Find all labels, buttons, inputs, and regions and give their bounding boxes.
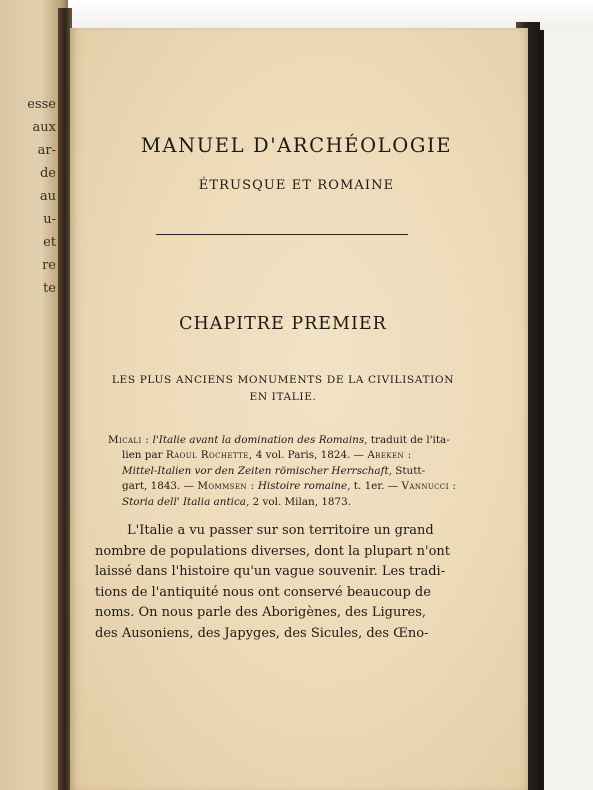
book-title: MANUEL D'ARCHÉOLOGIE — [140, 134, 453, 157]
bib-text: 4 vol. Paris, 1824. — — [255, 449, 365, 462]
bibliography-line — [108, 448, 448, 463]
bib-author: Raoul Rochette, — [165, 449, 253, 462]
left-page-text: re — [42, 258, 56, 273]
bib-author: Vannucci : — [401, 480, 457, 493]
body-line: laissé dans l'histoire qu'un vague souvenir. Les tradi- — [95, 564, 446, 580]
left-page-text: et — [43, 235, 56, 250]
bibliography — [108, 433, 457, 510]
bib-text: gart, 1843. — — [122, 480, 195, 493]
body-line: L'Italie a vu passer sur son territoire un grand — [127, 523, 434, 538]
section-line: EN ITALIE. — [249, 391, 317, 403]
bib-author: Mommsen : — [197, 480, 255, 493]
book-subtitle: ÉTRUSQUE ET ROMAINE — [198, 178, 395, 193]
left-page-text: u- — [43, 212, 56, 227]
left-page-text: te — [43, 281, 56, 296]
left-page-text: ar- — [37, 143, 56, 158]
left-page-text: esse — [27, 97, 56, 112]
bib-title: Histoire romaine, — [257, 480, 351, 493]
bib-text: t. 1er. — — [353, 480, 399, 493]
background-top — [0, 0, 593, 30]
section-heading — [0, 372, 566, 406]
bibliography-line — [108, 495, 448, 510]
body-line: noms. On nous parle des Aborigènes, des Ligures, — [95, 605, 427, 621]
bib-author: Abeken : — [367, 449, 412, 462]
body-line: des Ausoniens, des Japyges, des Sicules, des Œno- — [95, 625, 429, 641]
bibliography-line — [108, 464, 448, 479]
left-page-text: de — [39, 166, 56, 181]
left-page-text: au — [39, 189, 56, 204]
bib-title: Mittel-Italien vor den Zeiten römischer Herrschaft, — [122, 464, 392, 477]
bib-text: Stutt- — [395, 464, 426, 477]
bib-title: l'Italie avant la domination des Romains, — [152, 434, 368, 446]
section-line: LES PLUS ANCIENS MONUMENTS DE LA CIVILISATION — [111, 374, 455, 386]
bib-title: Storia dell' Italia antica, — [122, 495, 250, 508]
bib-text: traduit de l'ita- — [370, 434, 450, 446]
body-paragraph — [95, 521, 450, 645]
title-rule — [156, 234, 408, 235]
bibliography-line — [108, 479, 457, 494]
left-page-text: aux — [32, 120, 56, 135]
body-line: tions de l'antiquité nous ont conservé beaucoup de — [95, 584, 431, 600]
bib-text: 2 vol. Milan, 1873. — [252, 495, 352, 508]
bibliography-line — [108, 433, 448, 448]
body-line: nombre de populations diverses, dont la plupart n'ont — [95, 543, 450, 559]
bib-text: lien par — [122, 449, 163, 462]
chapter-heading: CHAPITRE PREMIER — [179, 314, 387, 334]
bib-author: Micali : — [108, 434, 150, 446]
